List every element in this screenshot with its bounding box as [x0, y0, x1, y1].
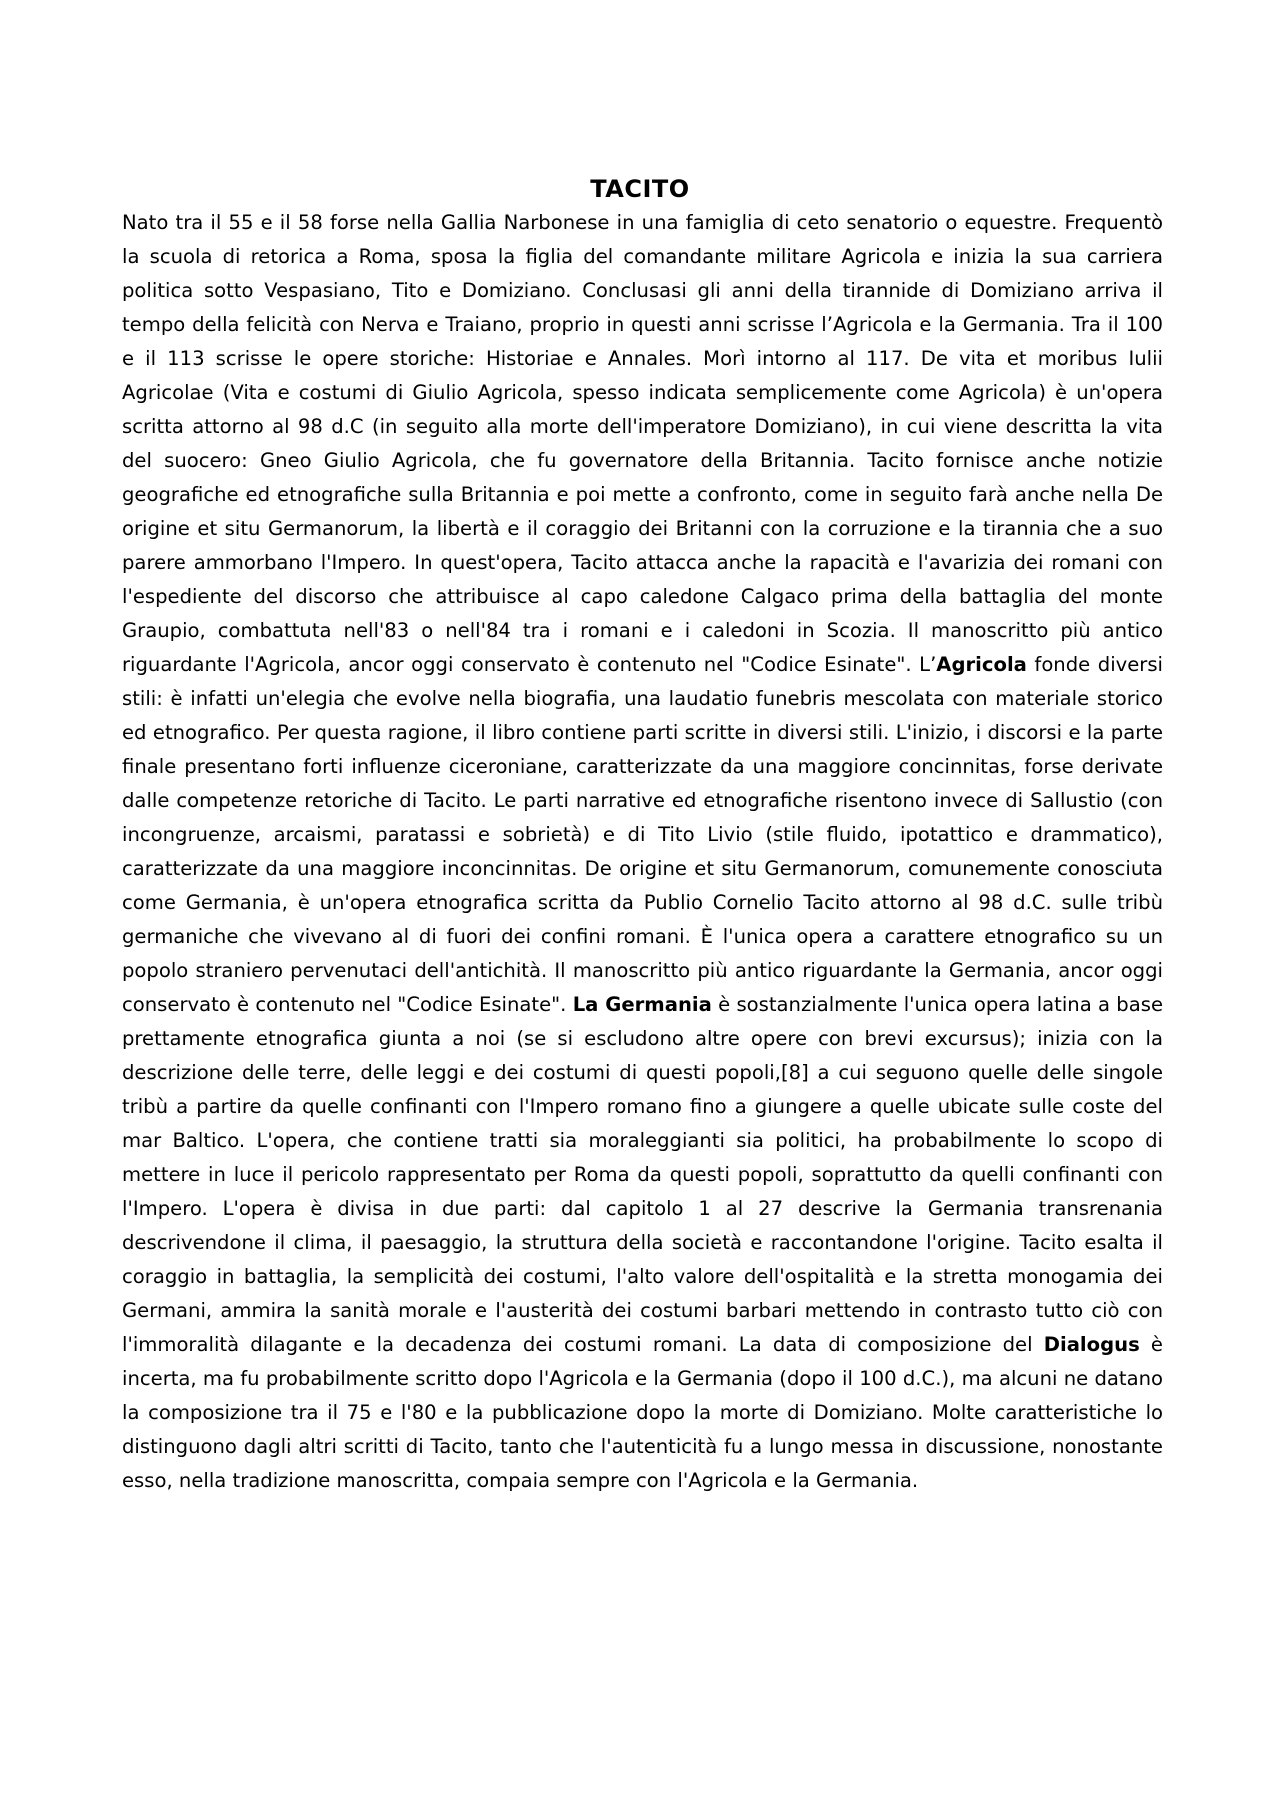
text-run: fonde diversi stili: è infatti un'elegia che evolve nella biografia, una laudatio funebris mescolata con materiale storico ed etnografico. Per questa ragione, il libro contiene parti scritte in diversi stili. L'inizio, i discorsi e la parte finale presentano forti influenze ciceroniane, caratterizzate da una maggiore concinnitas, forse derivate dalle competenze retoriche di Tacito. Le parti narrative ed etnografiche risentono invece di Sallustio (con incongruenze, arcaismi, paratassi e sobrietà) e di Tito Livio (stile fluido, ipotattico e drammatico), caratterizzate da una maggiore inconcinnitas. De origine et situ Germanorum, comunemente conosciuta come Germania, è un'opera etnografica scritta da Publio Cornelio Tacito attorno al 98 d.C. sulle tribù germaniche che vivevano al di fuori dei confini romani. È l'unica opera a carattere etnografico su un popolo straniero pervenutaci dell'antichità. Il manoscritto più antico riguardante la Germania, ancor oggi conservato è contenuto nel "Codice Esinate". [122, 653, 1163, 1016]
body-paragraph [122, 206, 1163, 1498]
text-run: è incerta, ma fu probabilmente scritto dopo l'Agricola e la Germania (dopo il 100 d.C.), ma alcuni ne datano la composizione tra il 75 e l'80 e la pubblicazione dopo la morte di Domiziano. Molte caratteristiche lo distinguono dagli altri scritti di Tacito, tanto che l'autenticità fu a lungo messa in discussione, nonostante esso, nella tradizione manoscritta, compaia sempre con l'Agricola e la Germania. [122, 1333, 1163, 1492]
text-run: Nato tra il 55 e il 58 forse nella Gallia Narbonese in una famiglia di ceto senatorio o equestre. Frequentò la scuola di retorica a Roma, sposa la figlia del comandante militare Agricola e inizia la sua carriera politica sotto Vespasiano, Tito e Domiziano. Conclusasi gli anni della tirannide di Domiziano arriva il tempo della felicità con Nerva e Traiano, proprio in questi anni scrisse l’Agricola e la Germania. Tra il 100 e il 113 scrisse le opere storiche: Historiae e Annales. Morì intorno al 117. De vita et moribus Iulii Agricolae (Vita e costumi di Giulio Agricola, spesso indicata semplicemente come Agricola) è un'opera scritta attorno al 98 d.C (in seguito alla morte dell'imperatore Domiziano), in cui viene descritta la vita del suocero: Gneo Giulio Agricola, che fu governatore della Britannia. Tacito fornisce anche notizie geografiche ed etnografiche sulla Britannia e poi mette a confronto, come in seguito farà anche nella De origine et situ Germanorum, la libertà e il coraggio dei Britanni con la corruzione e la tirannia che a suo parere ammorbano l'Impero. In quest'opera, Tacito attacca anche la rapacità e l'avarizia dei romani con l'espediente del discorso che attribuisce al capo caledone Calgaco prima della battaglia del monte Graupio, combattuta nell'83 o nell'84 tra i romani e i caledoni in Scozia. Il manoscritto più antico riguardante l'Agricola, ancor oggi conservato è contenuto nel "Codice Esinate". L’ [122, 211, 1163, 676]
text-run: è sostanzialmente l'unica opera latina a base prettamente etnografica giunta a noi (se si escludono altre opere con brevi excursus); inizia con la descrizione delle terre, delle leggi e dei costumi di questi popoli,[8] a cui seguono quelle delle singole tribù a partire da quelle confinanti con l'Impero romano fino a giungere a quelle ubicate sulle coste del mar Baltico. L'opera, che contiene tratti sia moraleggianti sia politici, ha probabilmente lo scopo di mettere in luce il pericolo rappresentato per Roma da questi popoli, soprattutto da quelli confinanti con l'Impero. L'opera è divisa in due parti: dal capitolo 1 al 27 descrive la Germania transrenania descrivendone il clima, il paesaggio, la struttura della società e raccontandone l'origine. Tacito esalta il coraggio in battaglia, la semplicità dei costumi, l'alto valore dell'ospitalità e la stretta monogamia dei Germani, ammira la sanità morale e l'austerità dei costumi barbari mettendo in contrasto tutto ciò con l'immoralità dilagante e la decadenza dei costumi romani. La data di composizione del [122, 993, 1164, 1356]
bold-term-la-germania: La Germania [572, 993, 712, 1016]
document-title: TACITO [590, 175, 690, 204]
bold-term-dialogus: Dialogus [1043, 1333, 1140, 1356]
bold-term-agricola: Agricola [936, 653, 1027, 676]
